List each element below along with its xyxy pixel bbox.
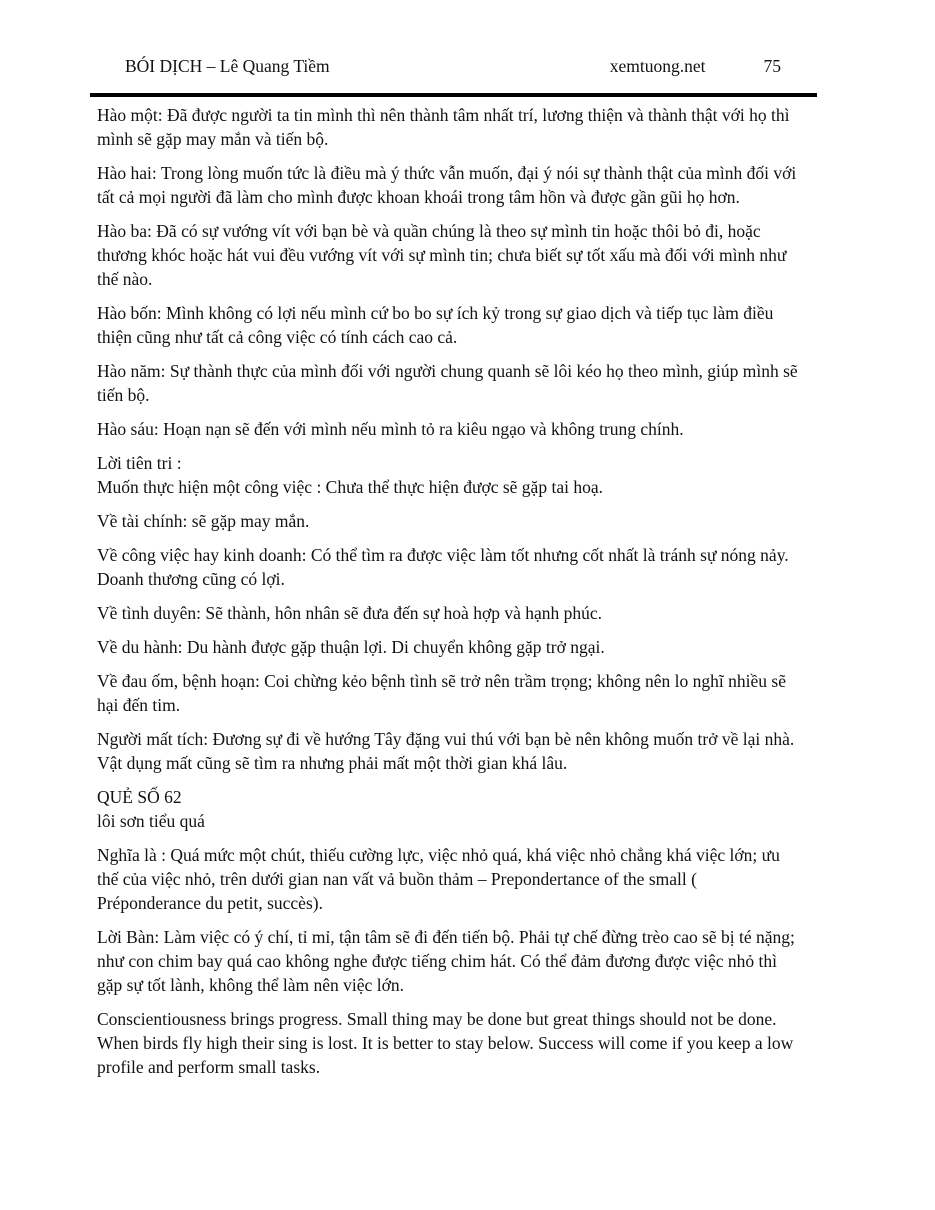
paragraph-line: Về tài chính: sẽ gặp may mắn. bbox=[97, 511, 310, 531]
paragraph-line: Muốn thực hiện một công việc : Chưa thể thực hiện được sẽ gặp tai hoạ. bbox=[97, 477, 603, 497]
paragraph bbox=[97, 601, 801, 625]
header-site: xemtuong.net bbox=[609, 56, 706, 76]
paragraph-line: Về công việc hay kinh doanh: Có thể tìm ra được việc làm tốt nhưng cốt nhất là tránh sự nóng nảy. Doanh thương cũng có lợi. bbox=[97, 545, 789, 589]
paragraph bbox=[97, 925, 801, 997]
paragraph-line: Nghĩa là : Quá mức một chút, thiếu cường lực, việc nhỏ quá, khá việc nhỏ chẳng khá việc lớn; ưu thế của việc nhỏ, trên dưới gian nan vất vả buồn thảm – Prepondertance of the small ( Préponderance du petit, succès). bbox=[97, 845, 780, 913]
paragraph-line: Hào một: Đã được người ta tin mình thì nên thành tâm nhất trí, lương thiện và thành thật với họ thì mình sẽ gặp may mắn và tiến bộ. bbox=[97, 105, 790, 149]
paragraph bbox=[97, 359, 801, 407]
paragraph bbox=[97, 1007, 801, 1079]
paragraph-line: Conscientiousness brings progress. Small thing may be done but great things should not be done. When birds fly high their sing is lost. It is better to stay below. Success will come if you keep a low profile and perform small tasks. bbox=[97, 1009, 794, 1077]
paragraph-line: Người mất tích: Đương sự đi về hướng Tây đặng vui thú với bạn bè nên không muốn trở về lại nhà. Vật dụng mất cũng sẽ tìm ra nhưng phải mất một thời gian khá lâu. bbox=[97, 729, 795, 773]
paragraph bbox=[97, 727, 801, 775]
paragraph bbox=[97, 635, 801, 659]
paragraph-line: Về tình duyên: Sẽ thành, hôn nhân sẽ đưa đến sự hoà hợp và hạnh phúc. bbox=[97, 603, 602, 623]
paragraph bbox=[97, 219, 801, 291]
paragraph bbox=[97, 161, 801, 209]
header-page-number: 75 bbox=[763, 56, 781, 76]
paragraph bbox=[97, 103, 801, 151]
page-body bbox=[97, 103, 801, 1089]
paragraph-line: Hào năm: Sự thành thực của mình đối với người chung quanh sẽ lôi kéo họ theo mình, giúp mình sẽ tiến bộ. bbox=[97, 361, 798, 405]
header-right-group bbox=[610, 56, 781, 77]
paragraph bbox=[97, 543, 801, 591]
paragraph-line: lôi sơn tiểu quá bbox=[97, 811, 205, 831]
paragraph-line: Về đau ốm, bệnh hoạn: Coi chừng kẻo bệnh tình sẽ trở nên trầm trọng; không nên lo nghĩ nhiều sẽ hại đến tim. bbox=[97, 671, 786, 715]
paragraph bbox=[97, 301, 801, 349]
page-header bbox=[125, 56, 781, 77]
header-title: BÓI DỊCH – Lê Quang Tiềm bbox=[125, 56, 330, 76]
paragraph bbox=[97, 843, 801, 915]
paragraph-line: Hào bốn: Mình không có lợi nếu mình cứ bo bo sự ích kỷ trong sự giao dịch và tiếp tục làm điều thiện cũng như tất cả công việc có tính cách cao cả. bbox=[97, 303, 774, 347]
paragraph-line: Về du hành: Du hành được gặp thuận lợi. Di chuyển không gặp trở ngại. bbox=[97, 637, 605, 657]
paragraph-line: QUẺ SỐ 62 bbox=[97, 787, 182, 807]
paragraph-line: Hào sáu: Hoạn nạn sẽ đến với mình nếu mình tỏ ra kiêu ngạo và không trung chính. bbox=[97, 419, 684, 439]
paragraph-line: Hào hai: Trong lòng muốn tức là điều mà ý thức vẫn muốn, đại ý nói sự thành thật của mình đối với tất cả mọi người đã làm cho mình được khoan khoái trong tâm hồn và được gần gũi họ hơn. bbox=[97, 163, 797, 207]
paragraph bbox=[97, 669, 801, 717]
paragraph-line: Lời tiên tri : bbox=[97, 453, 182, 473]
paragraph bbox=[97, 417, 801, 441]
paragraph-line: Hào ba: Đã có sự vướng vít với bạn bè và quần chúng là theo sự mình tin hoặc thôi bỏ đi, hoặc thương khóc hoặc hát vui đều vướng vít với sự mình tin; chưa biết sự tốt xấu mà đối với mình như thế nào. bbox=[97, 221, 787, 289]
header-rule bbox=[90, 93, 817, 97]
paragraph bbox=[97, 451, 801, 499]
paragraph bbox=[97, 785, 801, 833]
paragraph bbox=[97, 509, 801, 533]
paragraph-line: Lời Bàn: Làm việc có ý chí, tỉ mỉ, tận tâm sẽ đi đến tiến bộ. Phải tự chế đừng trèo cao sẽ bị té nặng; như con chim bay quá cao không nghe được tiếng chim hát. Có thể đảm đương được việc nhỏ thì gặp sự tốt lành, không thể làm nên việc lớn. bbox=[97, 927, 795, 995]
